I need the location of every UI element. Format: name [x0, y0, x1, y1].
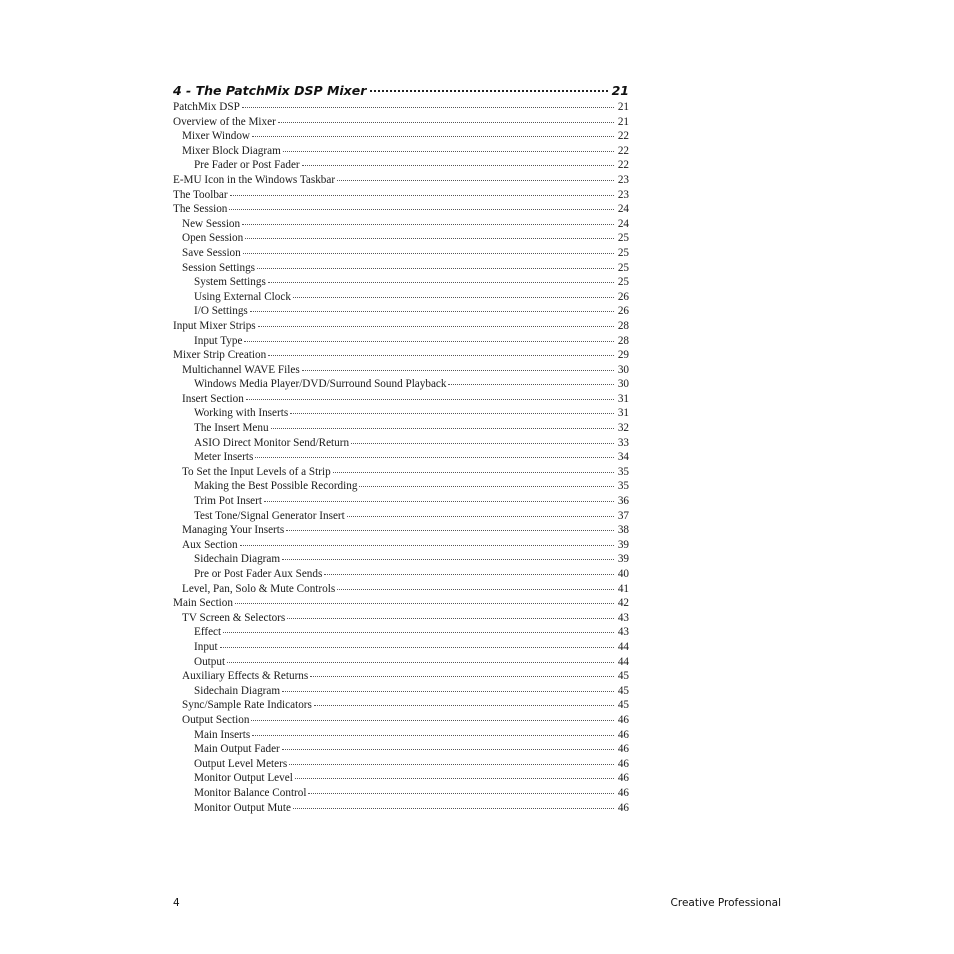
toc-entry-page: 39 — [617, 538, 629, 551]
toc-entry-title: TV Screen & Selectors — [182, 611, 286, 624]
toc-entry-page: 46 — [617, 801, 629, 814]
toc-entry-title: New Session — [182, 217, 241, 230]
toc-leader — [289, 764, 614, 765]
toc-entry[interactable] — [173, 130, 629, 145]
toc-entry[interactable] — [173, 466, 629, 481]
toc-entry-page: 46 — [617, 772, 629, 785]
toc-entry[interactable] — [173, 597, 629, 612]
toc-entry-title: Auxiliary Effects & Returns — [182, 670, 309, 683]
toc-entry-title: I/O Settings — [194, 305, 248, 318]
toc-entry-page: 28 — [617, 319, 629, 332]
toc-leader — [268, 282, 614, 283]
toc-entry-page: 22 — [617, 159, 629, 172]
toc-entry-page: 23 — [617, 173, 629, 186]
toc-entry-page: 40 — [617, 568, 629, 580]
toc-leader — [448, 384, 614, 385]
toc-entry-page: 28 — [617, 334, 629, 347]
toc-entry-page: 34 — [617, 451, 629, 464]
toc-entry-title: Input Type — [194, 334, 243, 347]
toc-entry-title: Overview of the Mixer — [173, 115, 276, 128]
toc-entry[interactable] — [173, 772, 629, 787]
toc-leader — [359, 486, 614, 487]
toc-entry-title: Session Settings — [182, 261, 256, 274]
toc-entry[interactable] — [173, 568, 629, 583]
toc-entry-title: Input Mixer Strips — [173, 319, 256, 332]
toc-entry-page: 25 — [617, 261, 629, 274]
toc-leader — [337, 589, 614, 590]
toc-leader — [268, 355, 614, 356]
toc-leader — [351, 443, 614, 444]
toc-leader — [283, 151, 614, 152]
toc-leader — [252, 735, 614, 736]
toc-entry-page: 31 — [617, 392, 629, 405]
toc-entry-title: E-MU Icon in the Windows Taskbar — [173, 173, 336, 186]
toc-entry[interactable] — [173, 203, 629, 218]
toc-leader — [264, 501, 614, 502]
toc-entry-title: The Session — [173, 203, 228, 216]
toc-entry[interactable] — [173, 159, 629, 174]
toc-leader — [278, 122, 614, 123]
toc-entry-page: 36 — [617, 495, 629, 508]
toc-entry-page: 35 — [617, 480, 629, 493]
toc-entry-page: 46 — [617, 743, 629, 756]
toc-entry-title: Monitor Output Mute — [194, 801, 291, 814]
toc-leader — [255, 457, 614, 458]
toc-entry-page: 22 — [617, 144, 629, 157]
toc-entry-title: Input — [194, 640, 218, 653]
toc-entry[interactable] — [173, 247, 629, 262]
toc-entry[interactable] — [173, 174, 629, 189]
toc-entry-title: Pre Fader or Post Fader — [194, 159, 300, 172]
toc-leader — [286, 530, 614, 531]
toc-entry-title: Sidechain Diagram — [194, 684, 281, 697]
toc-entry[interactable] — [173, 685, 629, 700]
toc-entry-page: 23 — [617, 188, 629, 201]
toc-entry-title: The Toolbar — [173, 188, 228, 201]
table-of-contents — [173, 101, 629, 816]
toc-leader — [282, 749, 614, 750]
chapter-heading[interactable] — [173, 83, 629, 98]
toc-entry[interactable] — [173, 364, 629, 379]
toc-entry-title: Monitor Output Level — [194, 772, 293, 785]
toc-leader — [302, 370, 614, 371]
toc-leader — [230, 195, 614, 196]
chapter-page: 21 — [611, 83, 629, 98]
toc-entry-page: 39 — [617, 553, 629, 566]
toc-leader — [287, 618, 614, 619]
toc-leader — [324, 574, 614, 575]
toc-leader — [243, 253, 614, 254]
toc-entry[interactable] — [173, 232, 629, 247]
toc-entry[interactable] — [173, 583, 629, 598]
toc-entry[interactable] — [173, 437, 629, 452]
footer-brand: Creative Professional — [670, 897, 781, 909]
toc-leader — [242, 107, 614, 108]
toc-entry-title: The Insert Menu — [194, 422, 269, 435]
toc-entry-page: 45 — [617, 699, 629, 712]
toc-leader — [293, 808, 614, 809]
toc-entry-page: 26 — [617, 305, 629, 318]
toc-entry[interactable] — [173, 699, 629, 714]
chapter-title: 4 - The PatchMix DSP Mixer — [173, 83, 367, 98]
chapter-leader — [370, 90, 607, 92]
toc-entry-title: Open Session — [182, 232, 244, 245]
toc-leader — [271, 428, 614, 429]
toc-entry-title: Aux Section — [182, 538, 238, 551]
toc-entry[interactable] — [173, 218, 629, 233]
toc-leader — [282, 691, 614, 692]
toc-leader — [290, 413, 614, 414]
toc-leader — [347, 516, 614, 517]
toc-entry-title: ASIO Direct Monitor Send/Return — [194, 436, 350, 449]
toc-entry-page: 24 — [617, 217, 629, 230]
toc-entry-page: 42 — [617, 597, 629, 610]
toc-entry-title: Meter Inserts — [194, 451, 254, 464]
toc-leader — [252, 136, 614, 137]
toc-entry-title: Main Output Fader — [194, 743, 280, 756]
toc-entry[interactable] — [173, 758, 629, 773]
toc-leader — [314, 705, 614, 706]
toc-entry[interactable] — [173, 743, 629, 758]
toc-entry-title: Monitor Balance Control — [194, 786, 307, 799]
toc-entry-page: 46 — [617, 757, 629, 770]
toc-leader — [295, 778, 614, 779]
toc-entry-page: 30 — [617, 378, 629, 391]
toc-entry-title: Level, Pan, Solo & Mute Controls — [182, 582, 336, 595]
toc-entry-page: 45 — [617, 684, 629, 697]
toc-entry-page: 43 — [617, 626, 629, 639]
toc-entry[interactable] — [173, 262, 629, 277]
toc-entry[interactable] — [173, 480, 629, 495]
toc-leader — [250, 311, 614, 312]
toc-entry-page: 25 — [617, 232, 629, 245]
toc-leader — [337, 180, 614, 181]
toc-leader — [258, 326, 614, 327]
toc-entry-title: System Settings — [194, 276, 266, 289]
toc-entry-title: Trim Pot Insert — [194, 495, 262, 508]
toc-entry[interactable] — [173, 656, 629, 671]
toc-entry[interactable] — [173, 626, 629, 641]
toc-entry-title: Output Section — [182, 713, 250, 726]
toc-entry[interactable] — [173, 451, 629, 466]
toc-entry-title: PatchMix DSP — [173, 101, 240, 113]
toc-entry-title: Main Section — [173, 597, 233, 610]
toc-entry[interactable] — [173, 641, 629, 656]
toc-leader — [245, 238, 614, 239]
toc-entry-title: Save Session — [182, 246, 241, 259]
toc-entry-title: Making the Best Possible Recording — [194, 480, 358, 493]
toc-entry-page: 32 — [617, 422, 629, 435]
toc-entry-page: 21 — [617, 101, 629, 113]
toc-entry-page: 21 — [617, 115, 629, 128]
toc-leader — [227, 662, 614, 663]
toc-entry[interactable] — [173, 116, 629, 131]
toc-entry-title: Pre or Post Fader Aux Sends — [194, 568, 323, 580]
toc-leader — [223, 632, 614, 633]
toc-entry[interactable] — [173, 101, 629, 116]
toc-entry[interactable] — [173, 510, 629, 525]
toc-leader — [302, 165, 614, 166]
toc-entry[interactable] — [173, 407, 629, 422]
toc-entry-title: Output — [194, 655, 226, 668]
toc-leader — [310, 676, 614, 677]
toc-entry-title: Main Inserts — [194, 728, 251, 741]
toc-entry-page: 44 — [617, 640, 629, 653]
toc-entry-title: Mixer Strip Creation — [173, 349, 267, 362]
toc-entry[interactable] — [173, 553, 629, 568]
toc-entry[interactable] — [173, 320, 629, 335]
footer-page-number: 4 — [173, 897, 180, 909]
toc-entry[interactable] — [173, 729, 629, 744]
toc-leader — [220, 647, 614, 648]
toc-leader — [229, 209, 614, 210]
toc-leader — [293, 297, 614, 298]
toc-entry[interactable] — [173, 422, 629, 437]
toc-leader — [240, 545, 614, 546]
toc-leader — [242, 224, 614, 225]
toc-entry-page: 44 — [617, 655, 629, 668]
toc-entry-title: Sync/Sample Rate Indicators — [182, 699, 312, 712]
toc-entry-page: 38 — [617, 524, 629, 537]
toc-leader — [235, 603, 614, 604]
toc-entry-title: Output Level Meters — [194, 757, 288, 770]
toc-entry-page: 30 — [617, 363, 629, 376]
toc-entry[interactable] — [173, 524, 629, 539]
toc-entry-title: Windows Media Player/DVD/Surround Sound Playback — [194, 378, 447, 391]
toc-leader — [333, 472, 614, 473]
toc-entry-title: Managing Your Inserts — [182, 524, 285, 537]
toc-entry-page: 43 — [617, 611, 629, 624]
toc-leader — [308, 793, 614, 794]
toc-entry-title: Insert Section — [182, 392, 244, 405]
toc-entry[interactable] — [173, 189, 629, 204]
toc-entry-title: Mixer Block Diagram — [182, 144, 281, 157]
toc-entry-page: 41 — [617, 582, 629, 595]
toc-entry-page: 46 — [617, 713, 629, 726]
toc-entry[interactable] — [173, 305, 629, 320]
toc-entry-title: Multichannel WAVE Files — [182, 363, 300, 376]
toc-entry-title: Sidechain Diagram — [194, 553, 281, 566]
toc-entry-page: 24 — [617, 203, 629, 216]
toc-entry-title: Working with Inserts — [194, 407, 289, 420]
toc-entry[interactable] — [173, 495, 629, 510]
toc-entry[interactable] — [173, 145, 629, 160]
toc-entry[interactable] — [173, 539, 629, 554]
toc-entry-page: 35 — [617, 465, 629, 478]
toc-entry-page: 26 — [617, 290, 629, 303]
toc-leader — [282, 559, 614, 560]
toc-entry[interactable] — [173, 349, 629, 364]
toc-entry-page: 46 — [617, 728, 629, 741]
toc-entry-page: 25 — [617, 276, 629, 289]
toc-entry-title: Test Tone/Signal Generator Insert — [194, 509, 345, 522]
toc-entry-page: 33 — [617, 436, 629, 449]
toc-entry[interactable] — [173, 612, 629, 627]
toc-entry-page: 45 — [617, 670, 629, 683]
toc-entry[interactable] — [173, 714, 629, 729]
toc-entry[interactable] — [173, 787, 629, 802]
toc-entry[interactable] — [173, 802, 629, 817]
toc-entry-page: 25 — [617, 246, 629, 259]
toc-entry-title: Using External Clock — [194, 290, 291, 303]
toc-entry[interactable] — [173, 670, 629, 685]
toc-entry-page: 31 — [617, 407, 629, 420]
toc-leader — [251, 720, 614, 721]
toc-entry[interactable] — [173, 291, 629, 306]
toc-entry-page: 46 — [617, 786, 629, 799]
toc-entry[interactable] — [173, 335, 629, 350]
toc-entry-page: 22 — [617, 130, 629, 143]
toc-leader — [244, 341, 614, 342]
toc-entry-title: To Set the Input Levels of a Strip — [182, 465, 331, 478]
toc-entry-title: Mixer Window — [182, 130, 251, 143]
toc-entry[interactable] — [173, 276, 629, 291]
toc-entry-title: Effect — [194, 626, 222, 639]
toc-leader — [246, 399, 614, 400]
toc-entry[interactable] — [173, 393, 629, 408]
toc-entry-page: 37 — [617, 509, 629, 522]
toc-entry[interactable] — [173, 378, 629, 393]
toc-entry-page: 29 — [617, 349, 629, 362]
toc-leader — [257, 268, 614, 269]
